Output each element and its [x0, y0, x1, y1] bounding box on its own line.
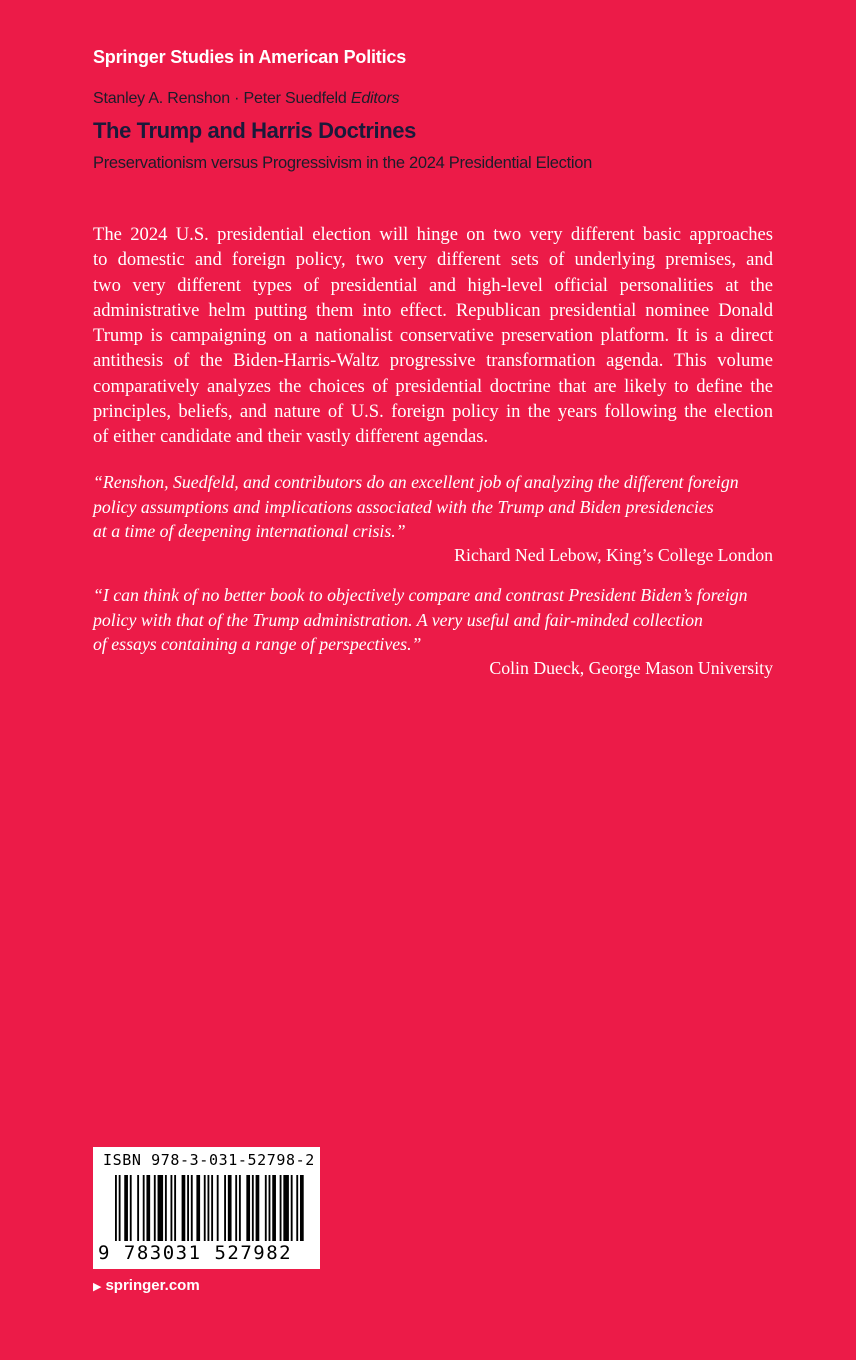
isbn-label: ISBN 978-3-031-52798-2 — [103, 1151, 315, 1169]
barcode-bar — [208, 1175, 210, 1241]
barcode-bar — [115, 1175, 117, 1241]
barcode-bar — [137, 1175, 139, 1241]
barcode-bar — [246, 1175, 250, 1241]
barcode-bar — [296, 1175, 298, 1241]
description-line: principles, beliefs, and nature of U.S. foreign policy in the years following the election — [93, 401, 773, 423]
description-line: of either candidate and their vastly different agendas. — [93, 426, 489, 448]
barcode-bar — [204, 1175, 206, 1241]
barcode-bar — [272, 1175, 276, 1241]
book-description — [93, 222, 773, 450]
barcode-bar — [130, 1175, 132, 1241]
barcode-bar — [191, 1175, 193, 1241]
barcode-bar — [265, 1175, 267, 1241]
description-line: administrative helm putting them into effect. Republican presidential nominee Donald — [93, 299, 773, 321]
barcode-bar — [171, 1175, 173, 1241]
barcode-bar — [211, 1175, 213, 1241]
barcode-bar — [228, 1175, 232, 1241]
barcode-bar — [174, 1175, 176, 1241]
editor-names: Stanley A. Renshon · Peter Suedfeld — [93, 90, 347, 107]
barcode-bar — [217, 1175, 219, 1241]
barcode-bar — [146, 1175, 150, 1241]
quote-line: “I can think of no better book to objectively compare and contrast President Biden’s foreign — [93, 585, 748, 605]
book-title: The Trump and Harris Doctrines — [93, 118, 416, 143]
barcode-bar — [291, 1175, 293, 1241]
quote-attribution: Richard Ned Lebow, King’s College London — [454, 545, 773, 565]
barcode-bar — [239, 1175, 241, 1241]
description-line: Trump is campaigning on a nationalist conservative preservation platform. It is a direct — [93, 325, 773, 347]
barcode-bar — [158, 1175, 164, 1241]
quote-attribution: Colin Dueck, George Mason University — [489, 658, 773, 678]
book-subtitle: Preservationism versus Progressivism in the 2024 Presidential Election — [93, 154, 592, 172]
quote-line: at a time of deepening international crisis.” — [93, 521, 406, 541]
barcode-bar — [196, 1175, 200, 1241]
quote-line: policy assumptions and implications associated with the Trump and Biden presidencies — [93, 496, 714, 517]
barcode-bar — [154, 1175, 156, 1241]
editors-label: Editors — [350, 90, 400, 107]
barcode-bar — [283, 1175, 289, 1241]
website-url: springer.com — [105, 1277, 200, 1294]
barcode-bar — [119, 1175, 121, 1241]
barcode-bar — [165, 1175, 167, 1241]
editors-line — [93, 90, 399, 108]
description-line: comparatively analyzes the choices of presidential doctrine that are likely to define the — [93, 375, 773, 397]
barcode-bar — [235, 1175, 237, 1241]
barcode-bar — [224, 1175, 226, 1241]
barcode-graphic — [115, 1175, 305, 1241]
barcode-bar — [252, 1175, 254, 1241]
description-line: to domestic and foreign policy, two very different sets of underlying premises, and — [93, 249, 773, 271]
endorsement-quote — [93, 470, 773, 544]
barcode-digits: 9 783031 527982 — [98, 1242, 293, 1264]
triangle-right-icon: ▶ — [93, 1281, 102, 1293]
barcode-bar — [124, 1175, 128, 1241]
quote-line: “Renshon, Suedfeld, and contributors do an excellent job of analyzing the different foreign — [93, 472, 739, 492]
barcode-bar — [182, 1175, 186, 1241]
endorsement-quote — [93, 583, 773, 657]
quote-line: policy with that of the Trump administration. A very useful and fair-minded collection — [93, 609, 703, 630]
website-link[interactable] — [93, 1277, 200, 1294]
barcode-bar — [143, 1175, 145, 1241]
barcode-bar — [280, 1175, 282, 1241]
quote-line: of essays containing a range of perspectives.” — [93, 634, 422, 654]
barcode-bar — [269, 1175, 271, 1241]
barcode-bar — [300, 1175, 304, 1241]
description-line: The 2024 U.S. presidential election will hinge on two very different basic approaches — [93, 224, 773, 245]
barcode-bar — [187, 1175, 189, 1241]
description-line: two very different types of presidential and high-level official personalities at the — [93, 274, 773, 296]
description-line: antithesis of the Biden-Harris-Waltz progressive transformation agenda. This volume — [93, 350, 773, 372]
isbn-barcode-block — [93, 1147, 320, 1269]
barcode-bar — [256, 1175, 260, 1241]
series-title: Springer Studies in American Politics — [93, 47, 407, 67]
